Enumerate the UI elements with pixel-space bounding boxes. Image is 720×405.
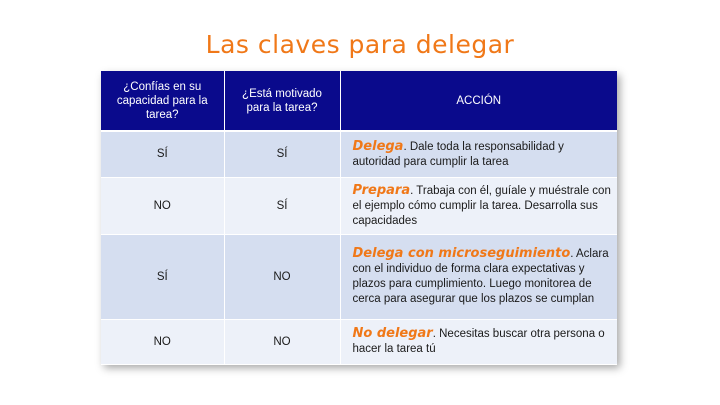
header-capacity: ¿Confías en su capacidad para la tarea? <box>101 71 224 131</box>
action-text: . Dale toda la responsabilidad y autoridad para cumplir la tarea <box>352 140 564 168</box>
cell-capacity: SÍ <box>101 234 224 319</box>
action-keyword: Delega <box>352 138 404 154</box>
cell-capacity: SÍ <box>101 131 224 177</box>
table-header-row <box>101 71 617 131</box>
action-keyword: Delega con microseguimiento <box>352 246 571 261</box>
cell-action <box>340 319 617 364</box>
table-row <box>101 131 617 177</box>
cell-action <box>340 234 617 319</box>
action-text: . Aclara con el individuo de forma clara expectativas y plazos para cumplimiento. Luego monitorea de cerca para asegurar que los plazos se cumplan <box>352 248 609 305</box>
table-row <box>101 319 617 364</box>
action-keyword: No delegar <box>352 326 433 341</box>
delegation-table-container <box>101 71 617 364</box>
table-row <box>101 177 617 234</box>
cell-motivated: NO <box>224 319 340 364</box>
cell-motivated: SÍ <box>224 177 340 234</box>
cell-capacity: NO <box>101 319 224 364</box>
action-text: . Trabaja con él, guíale y muéstrale con el ejemplo cómo cumplir la tarea. Desarrolla sus capacidades <box>352 184 611 227</box>
cell-capacity: NO <box>101 177 224 234</box>
action-text: . Necesitas buscar otra persona o hacer la tarea tú <box>352 328 605 355</box>
header-motivated: ¿Está motivado para la tarea? <box>224 71 340 131</box>
cell-action <box>340 131 617 177</box>
page-title: Las claves para delegar <box>205 30 515 59</box>
header-action: ACCIÓN <box>340 71 617 131</box>
cell-action <box>340 177 617 234</box>
delegation-table <box>101 71 617 365</box>
action-keyword: Prepara <box>352 182 411 198</box>
cell-motivated: NO <box>224 234 340 319</box>
table-row <box>101 234 617 319</box>
cell-motivated: SÍ <box>224 131 340 177</box>
